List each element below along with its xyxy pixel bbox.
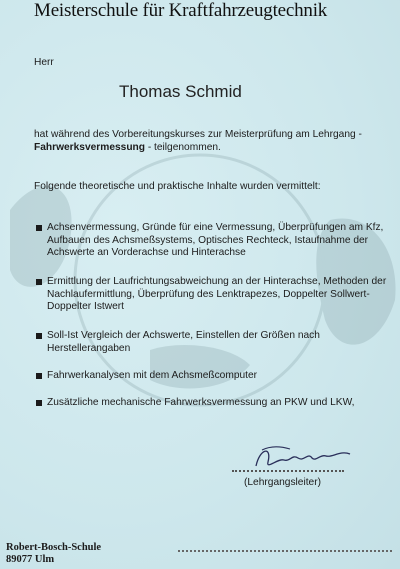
handwritten-signature	[250, 440, 370, 474]
square-bullet-icon	[36, 225, 42, 231]
intro-line-2: - teilgenommen.	[144, 142, 221, 153]
school-name: Robert-Bosch-Schule	[6, 542, 102, 553]
signature-role: (Lehrgangsleiter)	[244, 477, 322, 488]
intro-paragraph	[34, 128, 400, 154]
stamp-line	[178, 550, 392, 552]
list-item-text: Zusätzliche mechanische Fahrwerksvermessung an PKW und LKW,	[47, 397, 355, 408]
content-lead: Folgende theoretische und praktische Inhalte wurden vermittelt:	[34, 181, 321, 192]
signature-line	[232, 470, 344, 472]
list-item-text: Ermittlung der Laufrichtungsabweichung an der Hinterachse, Methoden der Nachlaufermittlung, Überprüfung des Lenktrapezes, Doppelter Sollwert-Doppelter Istwert	[47, 276, 387, 313]
square-bullet-icon	[36, 279, 42, 285]
recipient-name: Thomas Schmid	[119, 82, 242, 101]
square-bullet-icon	[36, 333, 42, 339]
list-item	[36, 397, 400, 410]
square-bullet-icon	[36, 373, 42, 379]
school-heading: Meisterschule für Kraftfahrzeugtechnik	[34, 0, 328, 21]
list-item	[36, 370, 400, 383]
course-name: Fahrwerksvermessung	[34, 142, 145, 153]
list-item	[36, 276, 400, 314]
intro-line-1: hat während des Vorbereitungskurses zur Meisterprüfung am Lehrgang -	[34, 129, 362, 140]
list-item-text: Achsenvermessung, Gründe für eine Vermessung, Überprüfungen am Kfz, Aufbauen des Achsmeßsystems, Optisches Rechteck, Istaufnahme der Achswerte an Vorderachse und Hinterachse	[47, 222, 384, 259]
salutation: Herr	[34, 57, 54, 68]
list-item	[36, 330, 400, 355]
list-item-text: Soll-Ist Vergleich der Achswerte, Einstellen der Größen nach Herstellerangaben	[47, 330, 320, 354]
school-city: 89077 Ulm	[6, 554, 55, 565]
school-address	[6, 542, 101, 566]
signature-block	[232, 440, 362, 500]
square-bullet-icon	[36, 400, 42, 406]
list-item	[36, 222, 400, 260]
list-item-text: Fahrwerkanalysen mit dem Achsmeßcomputer	[47, 370, 258, 381]
